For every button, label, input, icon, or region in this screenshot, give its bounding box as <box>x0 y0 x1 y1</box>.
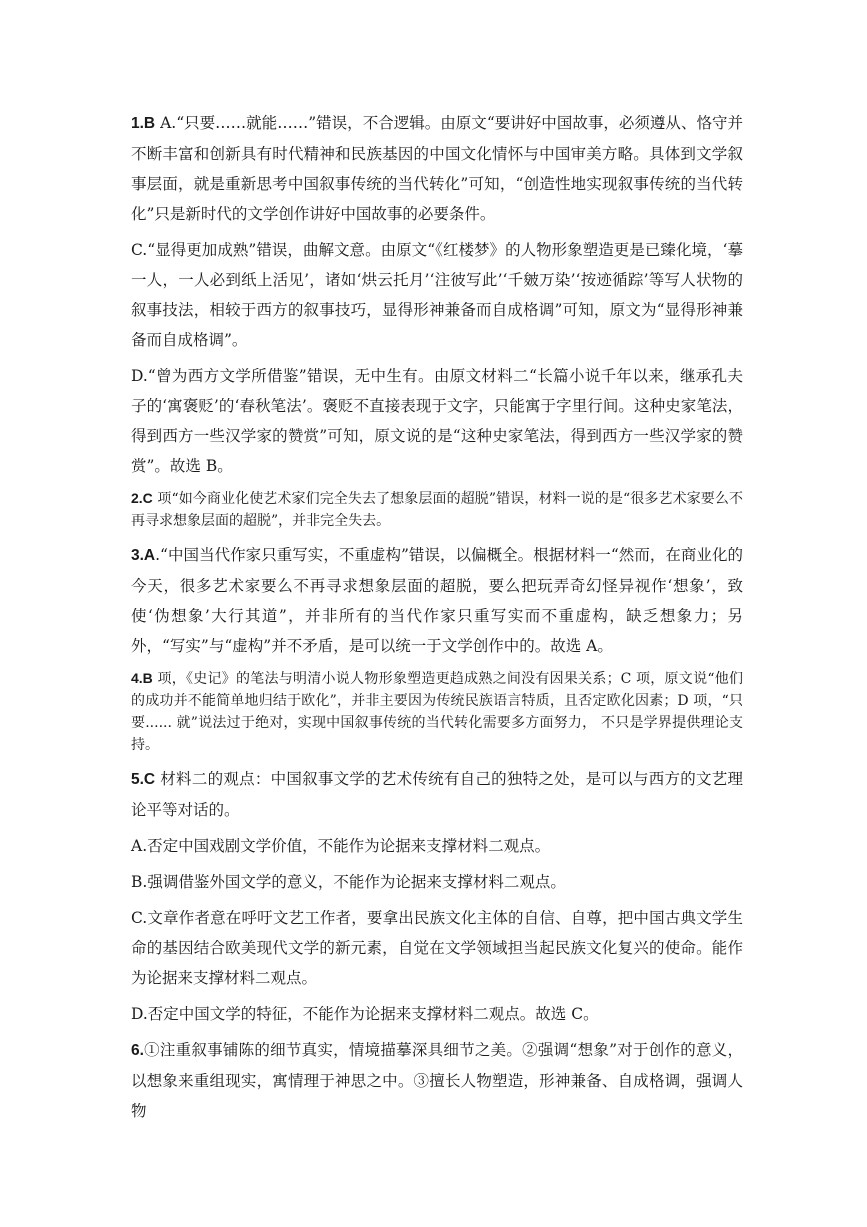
paragraph-text: 项，《史记》的笔法与明清小说人物形象塑造更趋成熟之间没有因果关系；C 项，原文说“他们的成功并不能简单地归结于欧化”，并非主要因为传统民族语言特质，且否定欧化因素；D 项，“只要...... 就”说法过于绝对，实现中国叙事传统的当代转化需要多方面努力， 不只是学界提供理论支持。 <box>131 671 743 753</box>
paragraph-2 <box>131 487 743 532</box>
paragraph-text: .“中国当代作家只重写实，不重虚构”错误，以偏概全。根据材料一“然而，在商业化的今天，很多艺术家要么不再寻求想象层面的超脱，要么把玩弄奇幻怪异视作‘想象’，致使‘伪想象’大行其道”，并非所有的当代作家只重写实而不重虚构，缺乏想象力；另外，“写实”与“虚构”并不矛盾，是可以统一于文学创作中的。故选 A。 <box>131 546 743 655</box>
paragraph-text: A.否定中国戏剧文学价值，不能作为论据来支撑材料二观点。 <box>131 837 551 855</box>
paragraph-text: 项“如今商业化使艺术家们完全失去了想象层面的超脱”错误，材料一说的是“很多艺术家要么不再寻求想象层面的超脱”，并非完全失去。 <box>131 491 743 529</box>
answer-number: 1.B <box>131 115 156 132</box>
paragraph-5d <box>131 999 743 1029</box>
paragraph-text: C.“显得更加成熟”错误，曲解文意。由原文“《红楼梦》的人物形象塑造更是已臻化境，‘摹一人，一人必到纸上活见’，诸如‘烘云托月’‘注彼写此’‘千皴万染’‘按迹循踪’等写人状物的叙事技法，相较于西方的叙事技巧，显得形神兼备而自成格调”可知，原文为“显得形神兼备而自成格调”。 <box>131 241 743 349</box>
paragraph-1 <box>131 108 743 229</box>
paragraph-text: ①注重叙事铺陈的细节真实，情境描摹深具细节之美。②强调“想象”对于创作的意义，以想象来重组现实，寓情理于神思之中。③擅长人物塑造，形神兼备、自成格调，强调人物 <box>131 1041 743 1120</box>
answer-number: 2.C <box>131 490 153 506</box>
paragraph-6 <box>131 1035 743 1126</box>
paragraph-text: D.“曾为西方文学所借鉴”错误，无中生有。由原文材料二“长篇小说千年以来，继承孔夫子的‘寓褒贬’的‘春秋笔法’。褒贬不直接表现于文字，只能寓于字里行间。这种史家笔法，得到西方一些汉学家的赞赏”可知，原文说的是“这种史家笔法，得到西方一些汉学家的赞赏”。故选 B。 <box>131 367 743 475</box>
paragraph-5b <box>131 867 743 897</box>
paragraph-text: A.“只要……就能……”错误，不合逻辑。由原文“要讲好中国故事，必须遵从、恪守并不断丰富和创新具有时代精神和民族基因的中国文化情怀与中国审美方略。具体到文学叙事层面，就是重新思考中国叙事传统的当代转化”可知，“创造性地实现叙事传统的当代转化”只是新时代的文学创作讲好中国故事的必要条件。 <box>131 114 743 223</box>
answer-explanations <box>131 108 743 1132</box>
paragraph-3 <box>131 540 743 661</box>
paragraph-text: 材料二的观点：中国叙事文学的艺术传统有自己的独特之处，是可以与西方的文艺理论平等对话的。 <box>131 770 743 819</box>
paragraph-5a <box>131 831 743 861</box>
paragraph-text: C.文章作者意在呼吁文艺工作者，要拿出民族文化主体的自信、自尊，把中国古典文学生命的基因结合欧美现代文学的新元素，自觉在文学领域担当起民族文化复兴的使命。能作为论据来支撑材料二观点。 <box>131 909 743 987</box>
answer-number: 3.A <box>131 547 156 564</box>
answer-number: 4.B <box>131 670 153 686</box>
paragraph-1c <box>131 235 743 355</box>
paragraph-5c <box>131 903 743 993</box>
answer-number: 5.C <box>131 771 156 788</box>
paragraph-text: D.否定中国文学的特征，不能作为论据来支撑材料二观点。故选 C。 <box>131 1005 599 1023</box>
paragraph-text: B.强调借鉴外国文学的意义，不能作为论据来支撑材料二观点。 <box>131 873 566 891</box>
answer-number: 6. <box>131 1042 144 1059</box>
paragraph-5 <box>131 764 743 825</box>
paragraph-4 <box>131 667 743 756</box>
paragraph-1d <box>131 361 743 481</box>
